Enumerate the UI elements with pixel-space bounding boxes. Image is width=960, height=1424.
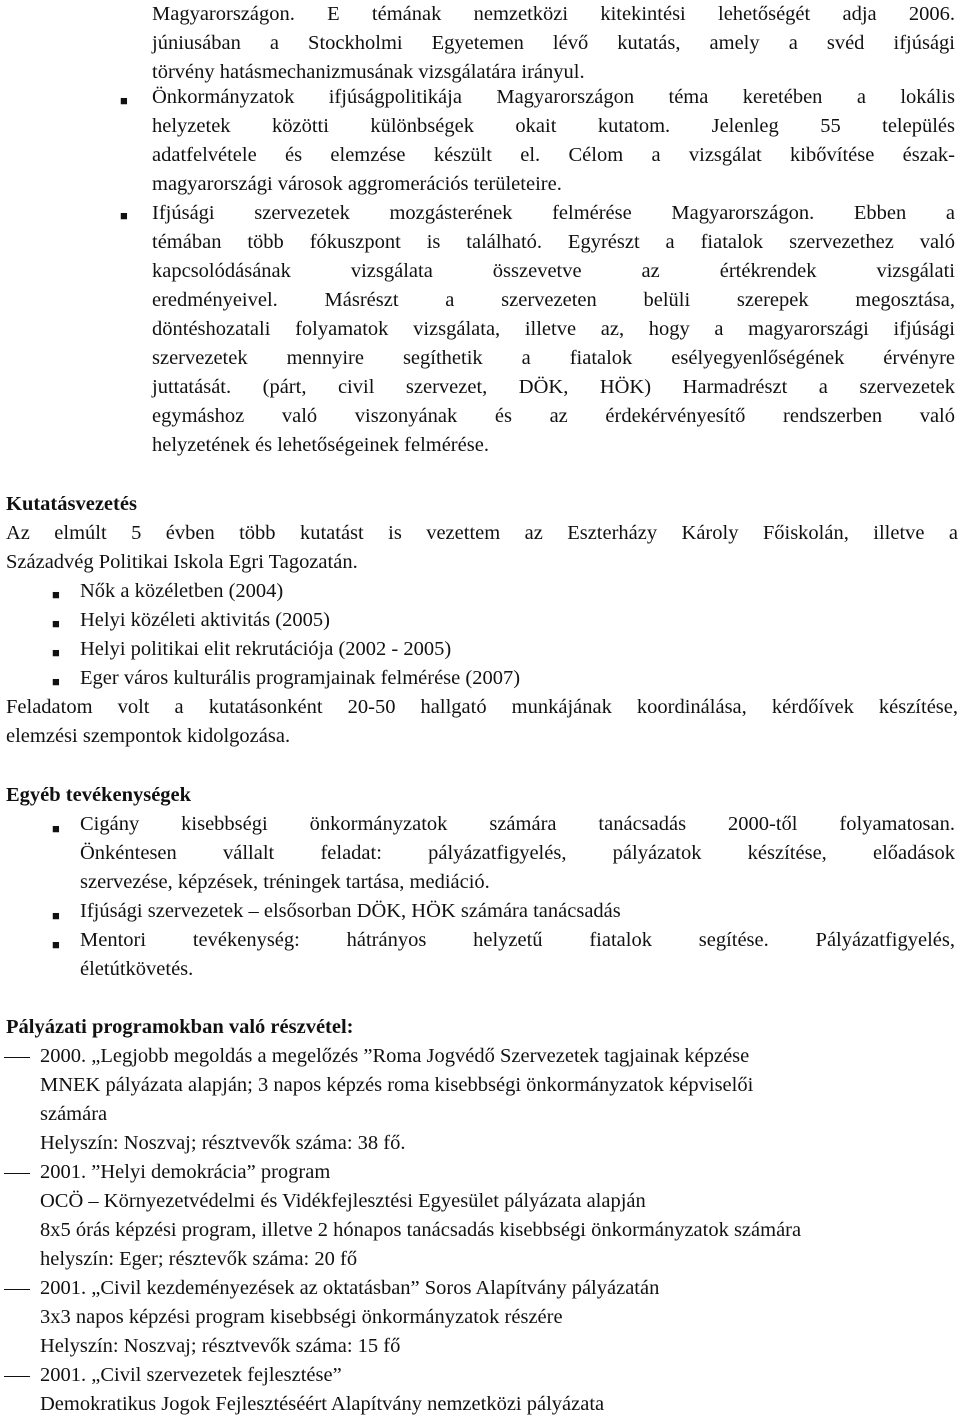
text-line: Ifjúsági szervezetek mozgásterének felmérése Magyarországon. Ebben a — [152, 202, 955, 224]
grant-entry — [40, 1158, 955, 1274]
intro-paragraph — [152, 0, 955, 87]
text-line: Helyszín: Noszvaj; résztvevők száma: 15 fő — [40, 1335, 401, 1357]
text-line: számára — [40, 1103, 108, 1125]
list-item: Nők a közéletben (2004) — [80, 580, 284, 602]
section-heading-research: Kutatásvezetés — [6, 493, 137, 515]
research-intro — [6, 519, 958, 577]
list-item — [80, 926, 955, 984]
text-line: szervezése, képzések, tréningek tartása, mediáció. — [80, 871, 490, 893]
text-line: törvény hatásmechanizmusának vizsgálatára irányul. — [152, 61, 585, 83]
text-line: helyzetek közötti különbségek okait kutatom. Jelenleg 55 település — [152, 115, 955, 137]
square-bullet-icon: ■ — [52, 587, 60, 602]
text-line: kapcsolódásának vizsgálata összevetve az értékrendek vizsgálati — [152, 260, 955, 282]
research-outro — [6, 693, 958, 751]
text-line: OCÖ – Környezetvédelmi és Vidékfejlesztési Egyesület pályázata alapján — [40, 1190, 646, 1212]
grant-entry — [40, 1274, 955, 1361]
square-bullet-icon: ■ — [120, 93, 128, 108]
text-line: Századvég Politikai Iskola Egri Tagozatán. — [6, 551, 358, 573]
text-line: témában több fókuszpont is található. Egyrészt a fiatalok szervezethez való — [152, 231, 955, 253]
text-line: 3x3 napos képzési program kisebbségi önkormányzatok részére — [40, 1306, 563, 1328]
text-line: Feladatom volt a kutatásonként 20-50 hallgató munkájának koordinálása, kérdőívek készítése, — [6, 696, 958, 718]
grant-entry — [40, 1361, 955, 1419]
text-line: 2001. „Civil szervezetek fejlesztése” — [40, 1364, 342, 1386]
bullet-paragraph-youth-orgs — [152, 199, 955, 460]
text-line: adatfelvétele és elemzése készült el. Célom a vizsgálat kibővítése észak- — [152, 144, 955, 166]
text-line: júniusában a Stockholmi Egyetemen lévő kutatás, amely a svéd ifjúsági — [152, 32, 955, 54]
text-line: 8x5 órás képzési program, illetve 2 hónapos tanácsadás kisebbségi önkormányzatok számára — [40, 1219, 802, 1241]
dash-bullet-icon — [4, 1173, 30, 1174]
list-item: Eger város kulturális programjainak felmérése (2007) — [80, 667, 521, 689]
text-line: életútkövetés. — [80, 958, 194, 980]
square-bullet-icon: ■ — [52, 908, 60, 923]
list-item: Helyi közéleti aktivitás (2005) — [80, 609, 330, 631]
text-line: Cigány kisebbségi önkormányzatok számára tanácsadás 2000-től folyamatosan. — [80, 813, 955, 835]
dash-bullet-icon — [4, 1376, 30, 1377]
text-line: Demokratikus Jogok Fejlesztéséért Alapítvány nemzetközi pályázata — [40, 1393, 605, 1415]
text-line: Az elmúlt 5 évben több kutatást is vezettem az Eszterházy Károly Főiskolán, illetve a — [6, 522, 958, 544]
dash-bullet-icon — [4, 1057, 30, 1058]
text-line: elemzési szempontok kidolgozása. — [6, 725, 291, 747]
square-bullet-icon: ■ — [52, 821, 60, 836]
text-line: Önkéntesen vállalt feladat: pályázatfigyelés, pályázatok készítése, előadások — [80, 842, 955, 864]
text-line: döntéshozatali folyamatok vizsgálata, illetve az, hogy a magyarországi ifjúsági — [152, 318, 955, 340]
text-line: Magyarországon. E témának nemzetközi kitekintési lehetőségét adja 2006. — [152, 3, 955, 25]
text-line: 2001. „Civil kezdeményezések az oktatásban” Soros Alapítvány pályázatán — [40, 1277, 660, 1299]
square-bullet-icon: ■ — [52, 674, 60, 689]
square-bullet-icon: ■ — [52, 645, 60, 660]
text-line: egymáshoz való viszonyának és az érdekérvényesítő rendszerben való — [152, 405, 955, 427]
text-line: Önkormányzatok ifjúságpolitikája Magyarországon téma keretében a lokális — [152, 86, 955, 108]
text-line: Helyszín: Noszvaj; résztvevők száma: 38 fő. — [40, 1132, 406, 1154]
square-bullet-icon: ■ — [52, 937, 60, 952]
list-item — [80, 810, 955, 897]
section-heading-grants: Pályázati programokban való részvétel: — [6, 1016, 354, 1038]
grant-entry — [40, 1042, 955, 1158]
square-bullet-icon: ■ — [52, 616, 60, 631]
text-line: eredményeivel. Másrészt a szervezeten belüli szerepek megosztása, — [152, 289, 955, 311]
text-line: helyzetének és lehetőségeinek felmérése. — [152, 434, 489, 456]
text-line: 2000. „Legjobb megoldás a megelőzés ”Roma Jogvédő Szervezetek tagjainak képzése — [40, 1045, 750, 1067]
section-heading-other: Egyéb tevékenységek — [6, 784, 192, 806]
text-line: MNEK pályázata alapján; 3 napos képzés roma kisebbségi önkormányzatok képviselői — [40, 1074, 754, 1096]
list-item: Helyi politikai elit rekrutációja (2002 - 2005) — [80, 638, 452, 660]
bullet-paragraph-municipal — [152, 83, 955, 199]
text-line: juttatását. (párt, civil szervezet, DÖK, HÖK) Harmadrészt a szervezetek — [152, 376, 955, 398]
text-line: magyarországi városok aggromerációs területeire. — [152, 173, 562, 195]
list-item: Ifjúsági szervezetek – elsősorban DÖK, HÖK számára tanácsadás — [80, 900, 621, 922]
text-line: helyszín: Eger; résztevők száma: 20 fő — [40, 1248, 358, 1270]
text-line: 2001. ”Helyi demokrácia” program — [40, 1161, 331, 1183]
text-line: szervezetek mennyire segíthetik a fiatalok esélyegyenlőségének érvényre — [152, 347, 955, 369]
square-bullet-icon: ■ — [120, 208, 128, 223]
text-line: Mentori tevékenység: hátrányos helyzetű fiatalok segítése. Pályázatfigyelés, — [80, 929, 955, 951]
dash-bullet-icon — [4, 1289, 30, 1290]
